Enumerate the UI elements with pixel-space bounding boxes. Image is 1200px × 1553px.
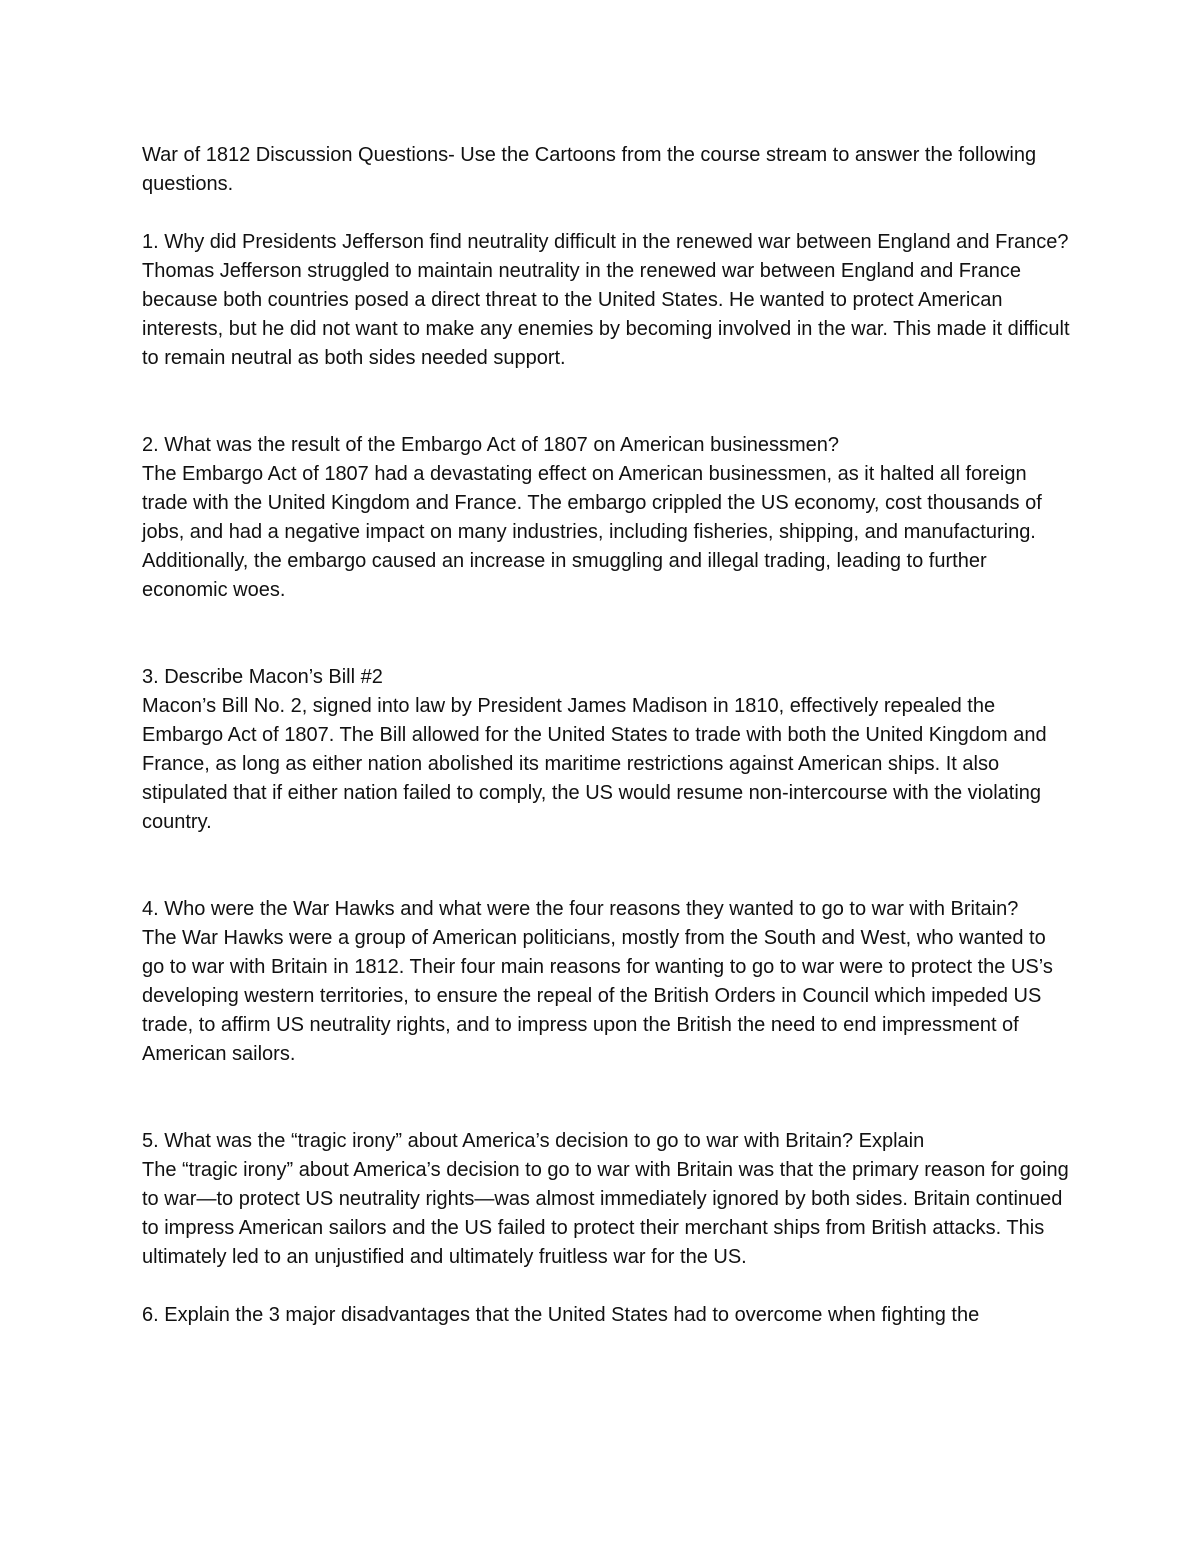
question-block-1 — [142, 228, 1072, 373]
spacer — [142, 373, 1072, 431]
spacer — [142, 837, 1072, 895]
answer-text: Thomas Jefferson struggled to maintain neutrality in the renewed war between England and France because both countries posed a direct threat to the United States. He wanted to protect American interests, but he did not want to make any enemies by becoming involved in the war. This made it difficult to remain neutral as both sides needed support. — [142, 260, 1070, 369]
answer-text: The War Hawks were a group of American politicians, mostly from the South and West, who wanted to go to war with Britain in 1812. Their four main reasons for wanting to go to war were to protect the US’s developing western territories, to ensure the repeal of the British Orders in Council which impeded US trade, to affirm US neutrality rights, and to impress upon the British the need to end impressment of American sailors. — [142, 927, 1053, 1065]
spacer — [142, 199, 1072, 228]
question-block-4 — [142, 895, 1072, 1069]
spacer — [142, 1069, 1072, 1127]
document-intro: War of 1812 Discussion Questions- Use the Cartoons from the course stream to answer the following questions. — [142, 144, 1037, 195]
answer-text: Macon’s Bill No. 2, signed into law by President James Madison in 1810, effectively repealed the Embargo Act of 1807. The Bill allowed for the United States to trade with both the United Kingdom and France, as long as either nation abolished its maritime restrictions against American ships. It also stipulated that if either nation failed to comply, the US would resume non-intercourse with the violating country. — [142, 695, 1047, 833]
question-text: 5. What was the “tragic irony” about America’s decision to go to war with Britain? Explain — [142, 1130, 925, 1152]
question-block-5 — [142, 1127, 1072, 1272]
question-text: 3. Describe Macon’s Bill #2 — [142, 666, 383, 688]
document-page — [142, 141, 1072, 1330]
question-block-6 — [142, 1301, 1072, 1330]
question-text: 4. Who were the War Hawks and what were the four reasons they wanted to go to war with Britain? — [142, 898, 1019, 920]
question-block-3 — [142, 663, 1072, 837]
question-text: 2. What was the result of the Embargo Act of 1807 on American businessmen? — [142, 434, 840, 456]
spacer — [142, 605, 1072, 663]
answer-text: The “tragic irony” about America’s decision to go to war with Britain was that the primary reason for going to war—to protect US neutrality rights—was almost immediately ignored by both sides. Britain continued to impress American sailors and the US failed to protect their merchant ships from British attacks. This ultimately led to an unjustified and ultimately fruitless war for the US. — [142, 1159, 1069, 1268]
answer-text: The Embargo Act of 1807 had a devastating effect on American businessmen, as it halted all foreign trade with the United Kingdom and France. The embargo crippled the US economy, cost thousands of jobs, and had a negative impact on many industries, including fisheries, shipping, and manufacturing. Additionally, the embargo caused an increase in smuggling and illegal trading, leading to further economic woes. — [142, 463, 1042, 601]
question-block-2 — [142, 431, 1072, 605]
question-text: 6. Explain the 3 major disadvantages that the United States had to overcome when fighting the — [142, 1304, 980, 1326]
spacer — [142, 1272, 1072, 1301]
question-text: 1. Why did Presidents Jefferson find neutrality difficult in the renewed war between England and France? — [142, 231, 1069, 253]
